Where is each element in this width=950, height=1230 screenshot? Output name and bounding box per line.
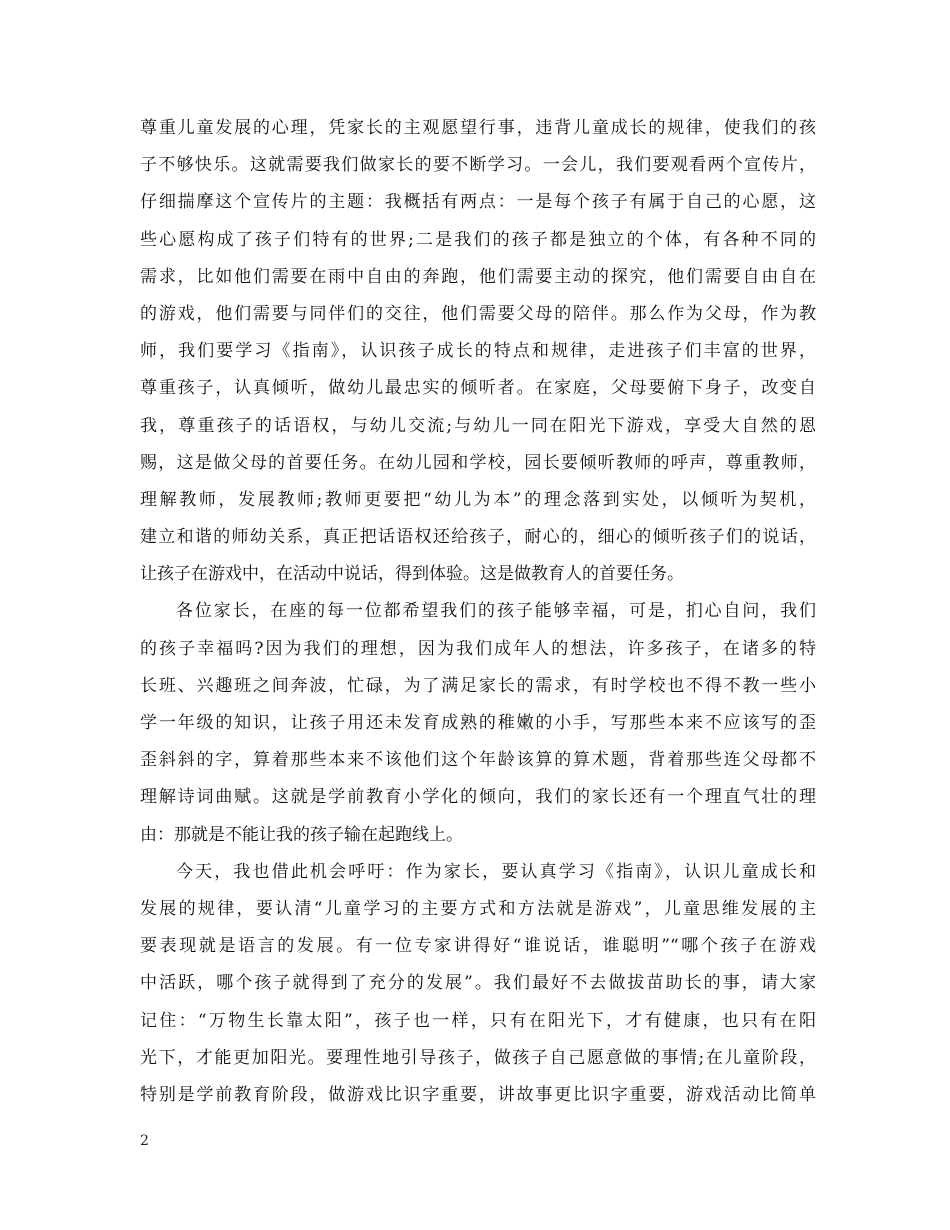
text-line: 由：那就是不能让我的孩子输在起跑线上。	[140, 824, 463, 845]
text-line: 需求，比如他们需要在雨中自由的奔跑，他们需要主动的探究，他们需要自由自在	[140, 266, 816, 287]
text-line: 今天，我也借此机会呼吁：作为家长，要认真学习《指南》，认识儿童成长和	[176, 861, 816, 882]
text-line: 光下，才能更加阳光。要理性地引导孩子，做孩子自己愿意做的事情;在儿童阶段，	[140, 1047, 816, 1068]
text-line: 赐，这是做父母的首要任务。在幼儿园和学校，园长要倾听教师的呼声，尊重教师，	[140, 452, 816, 473]
text-line: 歪斜斜的字，算着那些本来不该他们这个年龄该算的算术题，背着那些连父母都不	[140, 750, 816, 771]
text-line: 各位家长，在座的每一位都希望我们的孩子能够幸福，可是，扪心自问，我们	[176, 601, 816, 622]
text-line: 子不够快乐。这就需要我们做家长的要不断学习。一会儿，我们要观看两个宣传片，	[140, 155, 816, 176]
text-line: 发展的规律，要认清“儿童学习的主要方式和方法就是游戏”，儿童思维发展的主	[140, 898, 816, 919]
text-line: 理解教师，发展教师;教师更要把“幼儿为本”的理念落到实处，以倾听为契机，	[140, 489, 816, 510]
text-line: 记住：“万物生长靠太阳”，孩子也一样，只有在阳光下，才有健康，也只有在阳	[140, 1010, 816, 1031]
text-line: 建立和谐的师幼关系，真正把话语权还给孩子，耐心的，细心的倾听孩子们的说话，	[140, 527, 816, 548]
text-line: 让孩子在游戏中，在活动中说话，得到体验。这是做教育人的首要任务。	[140, 564, 684, 585]
text-line: 要表现就是语言的发展。有一位专家讲得好“谁说话，谁聪明”“哪个孩子在游戏	[140, 936, 816, 957]
page-number: 2	[140, 1133, 149, 1149]
text-line: 长班、兴趣班之间奔波，忙碌，为了满足家长的需求，有时学校也不得不教一些小	[140, 675, 816, 696]
text-line: 师，我们要学习《指南》，认识孩子成长的特点和规律，走进孩子们丰富的世界，	[140, 341, 816, 362]
text-line: 的孩子幸福吗?因为我们的理想，因为我们成年人的想法，许多孩子，在诸多的特	[140, 638, 816, 659]
text-line: 特别是学前教育阶段，做游戏比识字重要，讲故事更比识字重要，游戏活动比简单	[140, 1084, 816, 1105]
text-line: 些心愿构成了孩子们特有的世界;二是我们的孩子都是独立的个体，有各种不同的	[140, 229, 816, 250]
text-line: 中活跃，哪个孩子就得到了充分的发展”。我们最好不去做拔苗助长的事，请大家	[140, 973, 816, 994]
text-line: 的游戏，他们需要与同伴们的交往，他们需要父母的陪伴。那么作为父母，作为教	[140, 303, 816, 324]
text-line: 尊重孩子，认真倾听，做幼儿最忠实的倾听者。在家庭，父母要俯下身子，改变自	[140, 378, 816, 399]
text-line: 学一年级的知识，让孩子用还未发育成熟的稚嫩的小手，写那些本来不应该写的歪	[140, 713, 816, 733]
text-line: 尊重儿童发展的心理，凭家长的主观愿望行事，违背儿童成长的规律，使我们的孩	[140, 118, 816, 138]
body-text	[140, 110, 816, 1114]
text-line: 我，尊重孩子的话语权，与幼儿交流;与幼儿一同在阳光下游戏，享受大自然的恩	[140, 415, 816, 436]
text-line: 仔细揣摩这个宣传片的主题：我概括有两点：一是每个孩子有属于自己的心愿，这	[140, 192, 816, 213]
text-line: 理解诗词曲赋。这就是学前教育小学化的倾向，我们的家长还有一个理直气壮的理	[140, 787, 816, 808]
